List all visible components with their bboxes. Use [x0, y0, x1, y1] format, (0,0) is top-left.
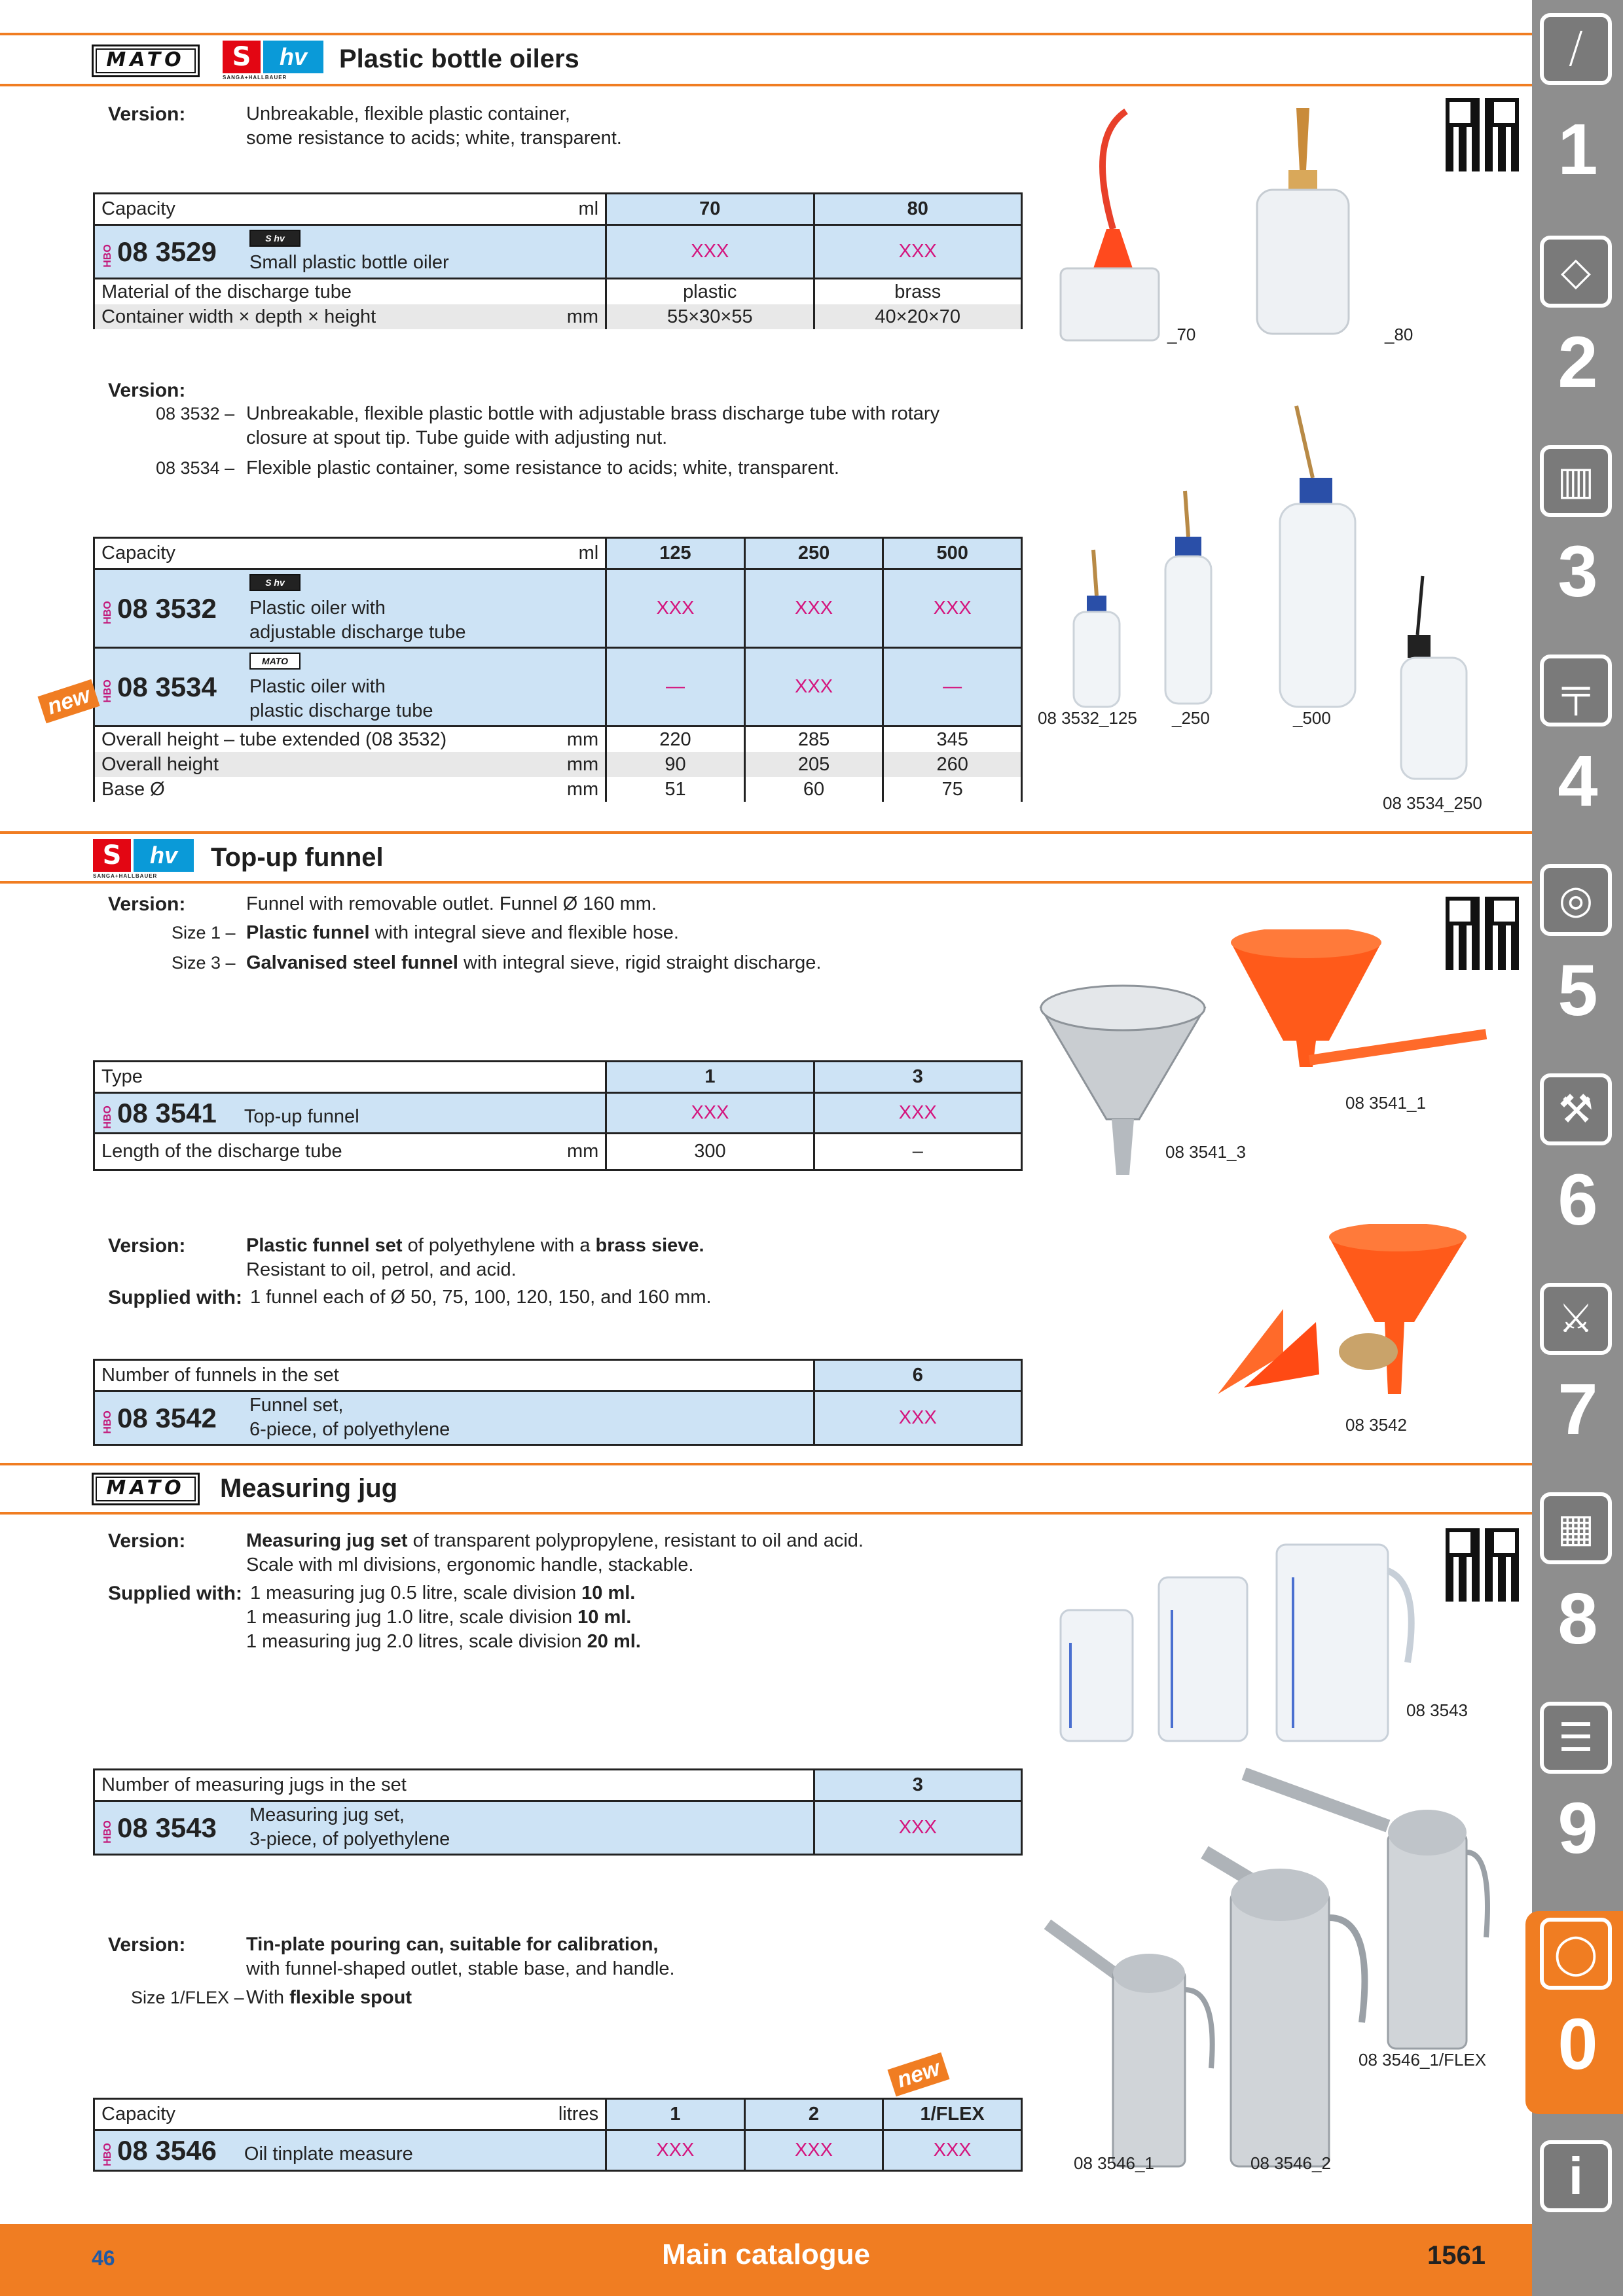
- qr-code-icon[interactable]: [1446, 98, 1519, 171]
- table-header-cell: 1: [606, 2099, 745, 2130]
- price-cell: —: [883, 648, 1022, 726]
- supplied-text: 1 measuring jug 1.0 litre, scale division 10 ml.: [246, 1607, 632, 1628]
- article-description: Measuring jug set,: [249, 1804, 405, 1825]
- article-description: Plastic oiler with: [249, 676, 386, 697]
- table-header-cell: 500: [883, 538, 1022, 569]
- spec-value: 75: [883, 777, 1022, 802]
- mato-logo: MATO: [92, 1473, 200, 1505]
- article-description: Small plastic bottle oiler: [249, 252, 449, 273]
- spec-value: 51: [606, 777, 745, 802]
- article-description: Plastic oiler with: [249, 598, 386, 619]
- chuck-icon[interactable]: ▥: [1540, 445, 1612, 517]
- version-label: Version:: [108, 1235, 186, 1257]
- price-cell: XXX: [744, 648, 883, 726]
- table-funnel-set: [93, 1359, 1023, 1446]
- tab-0[interactable]: 0: [1558, 2004, 1598, 2085]
- spec-value: 90: [606, 752, 745, 777]
- version-label: Version:: [108, 1934, 186, 1956]
- article-number: 08 3529: [117, 236, 217, 267]
- article-row[interactable]: HBO 08 3542 Funnel set, 6-piece, of polyethylene: [94, 1391, 814, 1445]
- qr-code-icon[interactable]: [1446, 897, 1519, 970]
- price-cell: XXX: [883, 569, 1022, 648]
- tab-7[interactable]: 7: [1558, 1369, 1598, 1450]
- section-rule-bottom: [0, 881, 1532, 884]
- article-row[interactable]: HBO 08 3532 S hv Plastic oiler with adjustable discharge tube: [94, 569, 606, 648]
- image-caption: 08 3546_2: [1250, 2153, 1331, 2173]
- supplied-text: 1 measuring jug 0.5 litre, scale division 10 ml.: [250, 1583, 636, 1604]
- table-header-cell: 70: [606, 194, 814, 225]
- version-text: Funnel with removable outlet. Funnel Ø 160 mm.: [246, 893, 657, 914]
- saw-blade-icon[interactable]: ◎: [1540, 864, 1612, 936]
- article-description: 6-piece, of polyethylene: [249, 1419, 450, 1440]
- spec-label: Material of the discharge tube: [94, 279, 606, 305]
- table-oil-tinplate-measure: [93, 2098, 1023, 2172]
- version-text: Scale with ml divisions, ergonomic handle, stackable.: [246, 1554, 694, 1575]
- version-text: Tin-plate pouring can, suitable for calibration,: [246, 1934, 659, 1955]
- article-description: plastic discharge tube: [249, 700, 433, 721]
- version-label: Version:: [108, 1530, 186, 1552]
- price-cell: —: [606, 648, 745, 726]
- image-caption: 08 3542: [1345, 1415, 1407, 1435]
- footer-page-number: 1561: [1427, 2241, 1486, 2270]
- spec-value: brass: [814, 279, 1021, 305]
- variant-code: 08 3532 –: [156, 404, 235, 423]
- supplied-text: 1 measuring jug 2.0 litres, scale division 20 ml.: [246, 1631, 641, 1652]
- image-caption: _70: [1167, 325, 1196, 344]
- version-text: some resistance to acids; white, transparent.: [246, 128, 622, 149]
- article-description: 3-piece, of polyethylene: [249, 1829, 450, 1850]
- article-row[interactable]: HBO 08 3543 Measuring jug set, 3-piece, of polyethylene: [94, 1801, 814, 1855]
- image-caption: _500: [1293, 708, 1331, 728]
- tab-4[interactable]: 4: [1558, 741, 1598, 821]
- table-header-cell: 3: [814, 1062, 1021, 1093]
- article-row[interactable]: HBO 08 3546 Oil tinplate measure: [94, 2130, 606, 2171]
- tab-2[interactable]: 2: [1558, 322, 1598, 403]
- version-text: Unbreakable, flexible plastic container,: [246, 103, 570, 124]
- article-number: 08 3534: [117, 671, 217, 702]
- version-text: closure at spout tip. Tube guide with adjusting nut.: [246, 427, 668, 448]
- table-top-up-funnel: [93, 1060, 1023, 1171]
- bottle-oiler-images: [1048, 98, 1414, 347]
- safety-glasses-icon[interactable]: ◯: [1540, 1918, 1612, 1990]
- image-caption: 08 3543: [1406, 1700, 1468, 1720]
- spec-label: Container width × depth × height mm: [94, 304, 606, 329]
- price-cell: XXX: [606, 1093, 814, 1134]
- section-title-bottle-oilers: Plastic bottle oilers: [339, 45, 579, 73]
- qr-code-icon[interactable]: [1446, 1528, 1519, 1602]
- article-description: Oil tinplate measure: [244, 2143, 413, 2164]
- version-label: Version:: [108, 893, 186, 915]
- spec-value: 60: [744, 777, 883, 802]
- tab-5[interactable]: 5: [1558, 950, 1598, 1031]
- drill-icon[interactable]: ⧸: [1540, 13, 1612, 85]
- new-badge: new: [37, 679, 100, 724]
- version-text: Resistant to oil, petrol, and acid.: [246, 1259, 517, 1280]
- table-header-label: Capacity ml: [94, 194, 606, 225]
- supplied-label: Supplied with:: [108, 1583, 242, 1604]
- size-label: Size 1/FLEX –: [131, 1988, 244, 2007]
- price-cell: XXX: [606, 2130, 745, 2171]
- mato-logo: MATO: [92, 45, 200, 77]
- image-caption: _250: [1172, 708, 1210, 728]
- article-description: Top-up funnel: [244, 1105, 359, 1127]
- supplied-label: Supplied with:: [108, 1287, 242, 1308]
- funnel-set-image: [1205, 1224, 1499, 1420]
- new-badge: new: [887, 2053, 949, 2097]
- version-text: Unbreakable, flexible plastic bottle with adjustable brass discharge tube with rotary: [246, 403, 940, 424]
- variant-code: 08 3534 –: [156, 458, 235, 478]
- tab-3[interactable]: 3: [1558, 531, 1598, 612]
- spec-value: 285: [744, 726, 883, 753]
- table-plastic-oiler: [93, 537, 1023, 802]
- tinplate-measure-images: [1021, 1767, 1506, 2173]
- price-cell: XXX: [744, 2130, 883, 2171]
- version-label: Version:: [108, 103, 186, 125]
- version-text: Flexible plastic container, some resistance to acids; white, transparent.: [246, 457, 839, 478]
- article-number: 08 3541: [117, 1097, 217, 1128]
- table-header-cell: 1: [606, 1062, 814, 1093]
- table-header-cell: 1/FLEX: [883, 2099, 1022, 2130]
- spec-value: 40×20×70: [814, 304, 1021, 329]
- tab-8[interactable]: 8: [1558, 1579, 1598, 1659]
- version-text: Plastic funnel with integral sieve and flexible hose.: [246, 922, 679, 943]
- image-caption: 08 3546_1: [1074, 2153, 1154, 2173]
- spec-label: Overall height mm: [94, 752, 606, 777]
- cutting-insert-icon[interactable]: ◇: [1540, 236, 1612, 308]
- spec-value: 345: [883, 726, 1022, 753]
- size-label: Size 3 –: [172, 953, 236, 973]
- table-header-label: Number of measuring jugs in the set: [94, 1770, 814, 1801]
- sanga-hallbauer-logo: S hv SANGA+HALLBAUER: [93, 839, 194, 880]
- spec-value: 220: [606, 726, 745, 753]
- price-cell: XXX: [814, 225, 1021, 279]
- image-caption: 08 3532_125: [1038, 708, 1137, 728]
- spec-value: 205: [744, 752, 883, 777]
- table-header-cell: 2: [744, 2099, 883, 2130]
- tab-6[interactable]: 6: [1558, 1160, 1598, 1240]
- spec-label: Length of the discharge tube mm: [94, 1134, 606, 1170]
- table-header-cell: 250: [744, 538, 883, 569]
- footer-left-page: 46: [92, 2246, 115, 2270]
- version-text: With flexible spout: [246, 1987, 412, 2008]
- article-number: 08 3543: [117, 1812, 217, 1843]
- image-caption: 08 3534_250: [1383, 793, 1482, 813]
- version-text: Measuring jug set of transparent polypropylene, resistant to oil and acid.: [246, 1530, 864, 1551]
- table-header-cell: 6: [814, 1360, 1021, 1391]
- sanga-hallbauer-logo: S hv SANGA+HALLBAUER: [223, 41, 324, 81]
- spec-label: Overall height – tube extended (08 3532) mm: [94, 726, 606, 753]
- version-label: Version:: [108, 380, 186, 401]
- article-row[interactable]: HBO 08 3529 S hv Small plastic bottle oiler: [94, 225, 606, 279]
- version-text: Galvanised steel funnel with integral sieve, rigid straight discharge.: [246, 952, 822, 973]
- spec-value: plastic: [606, 279, 814, 305]
- price-cell: XXX: [814, 1093, 1021, 1134]
- price-cell: XXX: [814, 1391, 1021, 1445]
- table-measuring-jug: [93, 1768, 1023, 1856]
- spec-value: 55×30×55: [606, 304, 814, 329]
- table-header-label: Capacity ml: [94, 538, 606, 569]
- price-cell: XXX: [606, 569, 745, 648]
- table-header-label: Number of funnels in the set: [94, 1360, 814, 1391]
- tab-9[interactable]: 9: [1558, 1788, 1598, 1869]
- wrench-icon[interactable]: ⚒: [1540, 1073, 1612, 1145]
- image-caption: 08 3541_1: [1345, 1093, 1426, 1113]
- article-number: 08 3546: [117, 2134, 217, 2166]
- article-description: Funnel set,: [249, 1395, 344, 1416]
- version-text: with funnel-shaped outlet, stable base, and handle.: [246, 1958, 675, 1979]
- section-title-top-up-funnel: Top-up funnel: [211, 843, 384, 872]
- supplied-text: 1 funnel each of Ø 50, 75, 100, 120, 150, and 160 mm.: [250, 1287, 712, 1308]
- table-header-cell: 80: [814, 194, 1021, 225]
- spec-value: 260: [883, 752, 1022, 777]
- size-label: Size 1 –: [172, 923, 236, 942]
- price-cell: XXX: [883, 2130, 1022, 2171]
- section-title-measuring-jug: Measuring jug: [220, 1474, 398, 1503]
- table-header-label: Capacity litres: [94, 2099, 606, 2130]
- image-caption: 08 3546_1/FLEX: [1359, 2050, 1487, 2070]
- image-caption: _80: [1385, 325, 1413, 344]
- spec-value: –: [814, 1134, 1021, 1170]
- section-rule-top: [0, 831, 1532, 834]
- version-text: Plastic funnel set of polyethylene with a brass sieve.: [246, 1235, 704, 1256]
- article-row[interactable]: HBO 08 3541 Top-up funnel: [94, 1093, 606, 1134]
- table-header-label: Type: [94, 1062, 606, 1093]
- section-rule-bottom: [0, 1512, 1532, 1515]
- price-cell: XXX: [814, 1801, 1021, 1855]
- section-rule-top: [0, 1463, 1532, 1465]
- article-row[interactable]: HBO 08 3534 MATO Plastic oiler with plastic discharge tube: [94, 648, 606, 726]
- tab-info[interactable]: i: [1540, 2140, 1612, 2212]
- table-bottle-oiler: [93, 192, 1023, 329]
- spec-value: 300: [606, 1134, 814, 1170]
- table-header-cell: 125: [606, 538, 745, 569]
- footer-title: Main catalogue: [662, 2238, 870, 2270]
- section-rule-bottom: [0, 84, 1532, 86]
- tool-case-icon[interactable]: ▦: [1540, 1492, 1612, 1564]
- tool-cabinet-icon[interactable]: ☰: [1540, 1702, 1612, 1774]
- table-header-cell: 3: [814, 1770, 1021, 1801]
- image-caption: 08 3541_3: [1165, 1142, 1246, 1162]
- article-number: 08 3542: [117, 1402, 217, 1433]
- price-cell: XXX: [606, 225, 814, 279]
- tab-1[interactable]: 1: [1558, 109, 1598, 190]
- article-number: 08 3532: [117, 592, 217, 624]
- section-rule-top: [0, 33, 1532, 35]
- spec-label: Base Ø mm: [94, 777, 606, 802]
- pliers-icon[interactable]: ⚔: [1540, 1283, 1612, 1355]
- article-description: adjustable discharge tube: [249, 622, 466, 643]
- price-cell: XXX: [744, 569, 883, 648]
- measuring-jug-image: [1048, 1532, 1440, 1748]
- caliper-icon[interactable]: ╤: [1540, 655, 1612, 726]
